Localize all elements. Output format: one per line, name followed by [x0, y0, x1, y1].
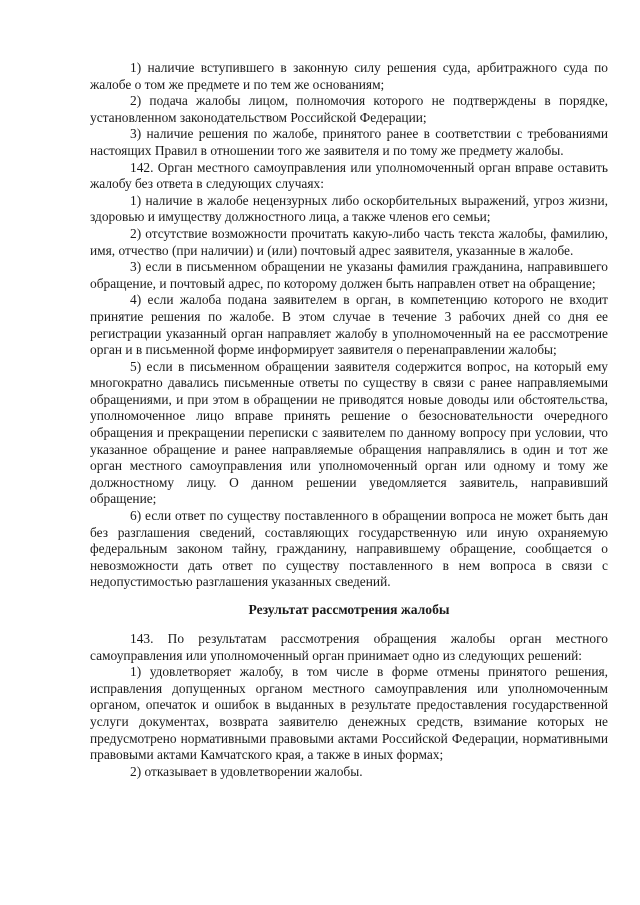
paragraph-142: 142. Орган местного самоуправления или уполномоченный орган вправе оставить жалобу без ответа в следующих случаях: [90, 159, 608, 192]
paragraph-142-item-5: 5) если в письменном обращении заявителя содержится вопрос, на который ему многократно давались письменные ответы по существу в связи с ранее направляемыми обращениями, и при этом в обращении не приводятся новые доводы или обстоятельства, уполномоченное лицо вправе принять решение о безосновательности очередного обращения и прекращении переписки с заявителем по данному вопросу при условии, что указанное обращение и ранее направляемые обращения направлялись в один и тот же орган местного самоуправления или уполномоченный орган или одному и тому же должностному лицу. О данном решении уведомляется заявитель, направивший обращение; [90, 358, 608, 507]
paragraph-refusal-ground-2: 2) подача жалобы лицом, полномочия которого не подтверждены в порядке, установленном законодательством Российской Федерации; [90, 93, 608, 125]
paragraph-refusal-ground-1: 1) наличие вступившего в законную силу решения суда, арбитражного суда по жалобе о том же предмете и по тем же основаниям; [90, 60, 608, 92]
paragraph-142-item-4: 4) если жалоба подана заявителем в орган, в компетенцию которого не входит принятие решения по жалобе. В этом случае в течение 3 рабочих дней со дня ее регистрации указанный орган направляет жалобу в уполномоченный на ее рассмотрение орган и в письменной форме информирует заявителя о перенаправлении жалобы; [90, 292, 608, 358]
paragraph-143-item-2: 2) отказывает в удовлетворении жалобы. [130, 763, 363, 779]
document-body [90, 60, 608, 780]
paragraph-142-item-1: 1) наличие в жалобе нецензурных либо оскорбительных выражений, угроз жизни, здоровью и имуществу должностного лица, а также членов его семьи; [90, 192, 608, 225]
section-heading: Результат рассмотрения жалобы [248, 602, 450, 617]
paragraph-142-item-2: 2) отсутствие возможности прочитать какую-либо часть текста жалобы, фамилию, имя, отчество (при наличии) и (или) почтовый адрес заявителя, указанные в жалобе. [90, 225, 608, 258]
paragraph-143: 143. По результатам рассмотрения обращения жалобы орган местного самоуправления или уполномоченный орган принимает одно из следующих решений: [90, 631, 608, 663]
paragraph-143-item-1: 1) удовлетворяет жалобу, в том числе в форме отмены принятого решения, исправления допущенных органом местного самоуправления или уполномоченным органом, опечаток и ошибок в выданных в результате предоставления государственной услуги документах, возврата заявителю денежных средств, взимание которых не предусмотрено нормативными правовыми актами Российской Федерации, нормативными правовыми актами Камчатского края, а также в иных формах; [90, 664, 608, 763]
paragraph-142-item-3: 3) если в письменном обращении не указаны фамилия гражданина, направившего обращение, и почтовый адрес, по которому должен быть направлен ответ на обращение; [90, 259, 608, 291]
paragraph-142-item-6: 6) если ответ по существу поставленного в обращении вопроса не может быть дан без разглашения сведений, составляющих государственную или иную охраняемую федеральным законом тайну, гражданину, направившему обращение, сообщается о невозможности дать ответ по существу поставленного в нем вопроса в связи с недопустимостью разглашения указанных сведений. [90, 508, 608, 590]
paragraph-refusal-ground-3: 3) наличие решения по жалобе, принятого ранее в соответствии с требованиями настоящих Правил в отношении того же заявителя и по тому же предмету жалобы. [90, 126, 608, 158]
